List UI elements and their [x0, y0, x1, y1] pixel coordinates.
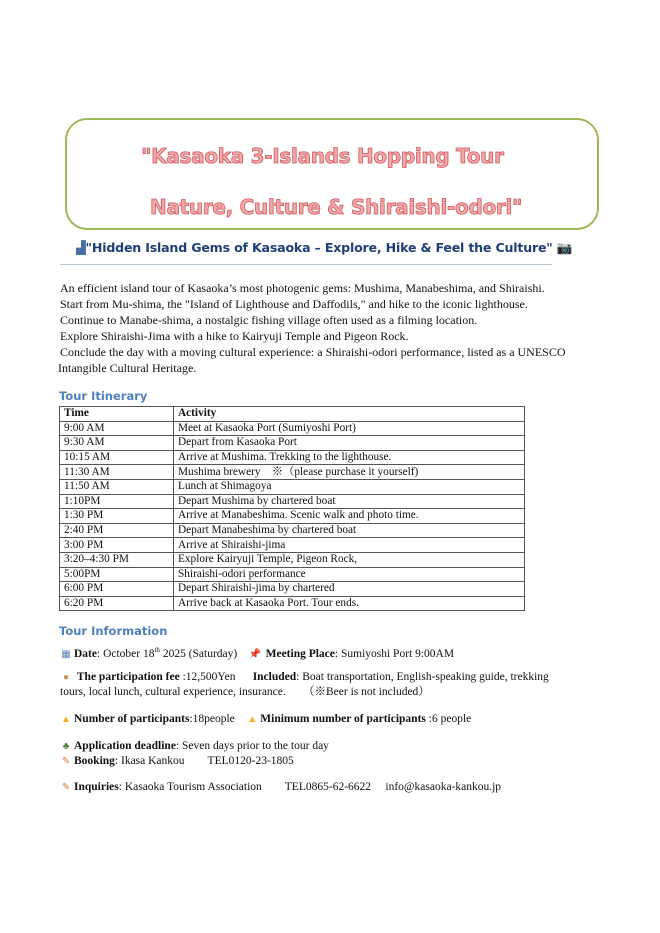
- activity-cell: Arrive at Shiraishi-jima: [174, 538, 525, 553]
- fee-value: :12,500Yen: [179, 671, 236, 683]
- min-label: Minimum number of participants: [260, 713, 426, 725]
- fee-label: The participation fee: [76, 671, 180, 683]
- time-cell: 11:50 AM: [60, 479, 174, 494]
- intro-line: Conclude the day with a moving cultural experience: a Shiraishi-odori performance, listed as a UNESCO: [60, 345, 566, 359]
- table-row: [60, 596, 525, 611]
- itinerary-heading: Tour Itinerary: [59, 389, 148, 403]
- itinerary-table: [59, 406, 525, 611]
- header-activity: Activity: [174, 407, 525, 422]
- meeting-value: : Sumiyoshi Port 9:00AM: [334, 647, 455, 660]
- intro-line: An efficient island tour of Kasaoka’s most photogenic gems: Mushima, Manabeshima, and Shiraishi.: [60, 281, 545, 295]
- time-cell: 6:00 PM: [60, 582, 174, 597]
- table-row: [60, 494, 525, 509]
- inquiries-label: Inquiries: [74, 781, 119, 793]
- time-cell: 10:15 AM: [60, 450, 174, 465]
- table-row: [60, 465, 525, 480]
- time-cell: 6:20 PM: [60, 596, 174, 611]
- pushpin-icon: 📌: [248, 648, 262, 660]
- booking-line: [60, 754, 294, 769]
- time-cell: 11:30 AM: [60, 465, 174, 480]
- participants-label: Number of participants: [74, 713, 190, 725]
- intro-line: Intangible Cultural Heritage.: [58, 361, 197, 375]
- divider: [60, 264, 552, 265]
- intro-paragraph: [60, 280, 600, 376]
- meeting-label: Meeting Place: [265, 647, 335, 660]
- intro-line: Continue to Manabe-shima, a nostalgic fishing village often used as a filming location.: [60, 313, 478, 327]
- activity-cell: Lunch at Shimagoya: [174, 479, 525, 494]
- table-row: [60, 450, 525, 465]
- table-row: [60, 552, 525, 567]
- intro-line: Start from Mu-shima, the "Island of Lighthouse and Daffodils," and hike to the iconic lighthouse.: [60, 297, 528, 311]
- activity-cell: Arrive at Manabeshima. Scenic walk and photo time.: [174, 509, 525, 524]
- table-header-row: [60, 407, 525, 422]
- activity-cell: Arrive back at Kasaoka Port. Tour ends.: [174, 596, 525, 611]
- included-label: Included: [252, 671, 297, 683]
- time-cell: 3:00 PM: [60, 538, 174, 553]
- deadline-line: [60, 739, 329, 754]
- title-line-1: "Kasaoka 3-Islands Hopping Tour: [141, 144, 504, 168]
- activity-cell: Explore Kairyuji Temple, Pigeon Rock,: [174, 552, 525, 567]
- ship-icon: ▟: [76, 240, 86, 255]
- activity-cell: Depart Mushima by chartered boat: [174, 494, 525, 509]
- date-line: [60, 643, 454, 662]
- camera-icon: 📷: [556, 240, 573, 255]
- included-value-cont: tours, local lunch, cultural experience, insurance. （※Beer is not included）: [60, 686, 430, 698]
- island-icon: ♣: [62, 741, 70, 752]
- activity-cell: Depart Manabeshima by chartered boat: [174, 523, 525, 538]
- table-row: [60, 436, 525, 451]
- date-rest: 2025 (Saturday): [159, 647, 238, 660]
- table-row: [60, 479, 525, 494]
- time-cell: 5:00PM: [60, 567, 174, 582]
- booking-value: : Ikasa Kankou TEL0120-23-1805: [114, 755, 294, 767]
- table-row: [60, 538, 525, 553]
- participants-line: [60, 712, 471, 727]
- activity-cell: Mushima brewery ※（please purchase it yourself): [174, 465, 525, 480]
- calendar-icon: ▦: [61, 648, 71, 660]
- subtitle: [76, 240, 572, 256]
- money-bag-icon: ●: [62, 672, 70, 683]
- info-heading: Tour Information: [59, 624, 168, 638]
- included-value: : Boat transportation, English-speaking guide, trekking: [296, 671, 549, 683]
- table-row: [60, 509, 525, 524]
- activity-cell: Depart from Kasaoka Port: [174, 436, 525, 451]
- time-cell: 1:10PM: [60, 494, 174, 509]
- memo-icon: ✎: [61, 782, 71, 793]
- inquiries-line: [60, 780, 501, 795]
- table-row: [60, 523, 525, 538]
- activity-cell: Arrive at Mushima. Trekking to the lighthouse.: [174, 450, 525, 465]
- intro-line: Explore Shiraishi-Jima with a hike to Kairyuji Temple and Pigeon Rock.: [60, 329, 409, 343]
- header-time: Time: [60, 407, 174, 422]
- deadline-value: : Seven days prior to the tour day: [175, 740, 329, 752]
- date-sup: th: [154, 646, 160, 654]
- table-row: [60, 582, 525, 597]
- activity-cell: Depart Shiraishi-jima by chartered: [174, 582, 525, 597]
- fee-line: [60, 670, 549, 685]
- participants-value: :18people: [189, 713, 235, 725]
- time-cell: 9:00 AM: [60, 421, 174, 436]
- date-value: : October 18: [97, 647, 155, 660]
- inquiries-value: : Kasaoka Tourism Association TEL0865-62-6622 info@kasaoka-kankou.jp: [118, 781, 502, 793]
- booking-label: Booking: [74, 755, 115, 767]
- time-cell: 1:30 PM: [60, 509, 174, 524]
- date-label: Date: [74, 647, 97, 660]
- title-line-2: Nature, Culture & Shiraishi-odori": [150, 195, 523, 219]
- min-value: :6 people: [425, 713, 472, 725]
- activity-cell: Meet at Kasaoka Port (Sumiyoshi Port): [174, 421, 525, 436]
- table-row: [60, 421, 525, 436]
- subtitle-text: "Hidden Island Gems of Kasaoka – Explore, Hike & Feel the Culture": [85, 240, 553, 255]
- activity-cell: Shiraishi-odori performance: [174, 567, 525, 582]
- bell-icon: ▲: [247, 714, 258, 725]
- deadline-label: Application deadline: [74, 740, 176, 752]
- bell-icon: ▲: [61, 714, 71, 725]
- time-cell: 2:40 PM: [60, 523, 174, 538]
- table-row: [60, 567, 525, 582]
- time-cell: 3:20–4:30 PM: [60, 552, 174, 567]
- memo-icon: ✎: [61, 756, 71, 767]
- time-cell: 9:30 AM: [60, 436, 174, 451]
